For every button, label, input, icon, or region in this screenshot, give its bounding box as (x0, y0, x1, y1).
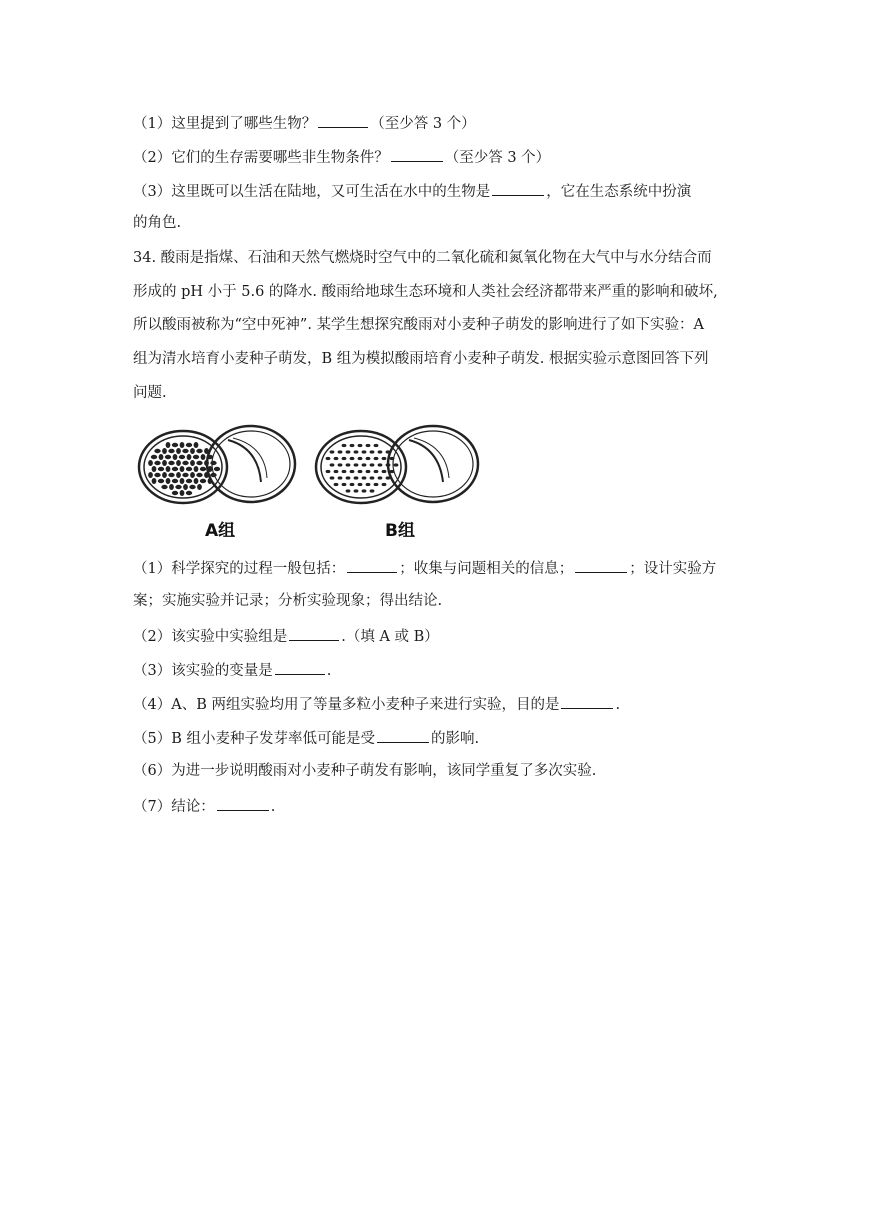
seed (161, 485, 167, 489)
seed (148, 472, 153, 478)
seed (154, 473, 160, 477)
seed (196, 449, 202, 453)
seed (362, 463, 367, 466)
seed (358, 483, 363, 486)
seed (334, 457, 339, 460)
seed (158, 467, 164, 471)
q34-sub2-text-b: .（填 A 或 B） (341, 629, 439, 645)
seed (175, 485, 181, 489)
seed (201, 454, 206, 460)
seed (346, 489, 351, 492)
petri-dish-illustration (133, 412, 493, 542)
seed (350, 470, 355, 473)
seed (338, 476, 343, 479)
seed (152, 466, 157, 472)
seed (158, 479, 164, 483)
q34-sub2-text-a: （2）该实验中实验组是 (133, 629, 288, 645)
q34-sub4-text-a: （4）A、B 两组实验均用了等量多粒小麦种子来进行实验，目的是 (133, 697, 560, 713)
seed (358, 444, 363, 447)
seed (190, 448, 195, 454)
answer-blank[interactable] (289, 625, 339, 641)
q34-intro-text: 组为清水培育小麦种子萌发，B 组为模拟酸雨培育小麦种子萌发. 根据实验示意图回答下列 (133, 351, 709, 367)
seed (172, 443, 178, 447)
q34-sub4-text-b: . (615, 697, 621, 713)
seed (370, 463, 375, 466)
seed (162, 448, 167, 454)
seed (330, 476, 335, 479)
seed (350, 483, 355, 486)
seed (176, 472, 181, 478)
seed (196, 461, 202, 465)
q34-intro-line2 (133, 282, 737, 302)
q33-sub3-text-c: 的角色. (133, 215, 182, 231)
seed (374, 483, 379, 486)
q34-sub1-line1 (133, 557, 737, 577)
answer-blank[interactable] (575, 557, 627, 573)
q34-sub3-text-a: （3）该实验的变量是 (133, 663, 273, 679)
q34-sub2 (133, 625, 737, 645)
seed (148, 460, 153, 466)
seed (378, 463, 383, 466)
q34-intro-text: 形成的 pH 小于 5.6 的降水. 酸雨给地球生态环境和人类社会经济都带来严重的影响和破坏, (133, 284, 718, 300)
seed (346, 463, 351, 466)
seed (172, 479, 178, 483)
seed (358, 470, 363, 473)
seed (362, 476, 367, 479)
seed (196, 473, 202, 477)
seed (366, 470, 371, 473)
seed (182, 473, 188, 477)
seed (374, 470, 379, 473)
q33-sub2 (133, 146, 737, 166)
seed (186, 467, 192, 471)
seed (179, 455, 185, 459)
seed (374, 444, 379, 447)
q33-sub3-text-b: ，它在生态系统中扮演 (546, 184, 692, 200)
q34-sub5 (133, 727, 737, 747)
seed (152, 478, 157, 484)
seed (370, 489, 375, 492)
seed (378, 476, 383, 479)
dish-b (316, 426, 478, 503)
seed (193, 455, 199, 459)
answer-blank[interactable] (391, 146, 443, 162)
q33-sub1 (133, 112, 737, 132)
q34-intro-line4 (133, 349, 737, 369)
q34-sub6-text: （6）为进一步说明酸雨对小麦种子萌发有影响，该同学重复了多次实验. (133, 763, 597, 779)
seed (338, 450, 343, 453)
seed (342, 444, 347, 447)
seed (358, 457, 363, 460)
seed (162, 472, 167, 478)
seed (168, 473, 174, 477)
q34-sub3-text-b: . (326, 663, 332, 679)
q33-sub3-line2 (133, 213, 737, 233)
q33-sub3-line1 (133, 180, 737, 200)
seed (382, 457, 387, 460)
seed (378, 450, 383, 453)
dish-a (139, 426, 295, 503)
answer-blank[interactable] (318, 112, 368, 128)
seed (176, 448, 181, 454)
seed (189, 485, 195, 489)
seed (200, 479, 206, 483)
seed (168, 449, 174, 453)
seed (166, 466, 171, 472)
seed (394, 463, 399, 466)
q34-sub5-text-a: （5）B 组小麦种子发芽率低可能是受 (133, 731, 375, 747)
q34-sub1-text-d: 案；实施实验并记录；分析实验现象；得出结论. (133, 593, 443, 609)
seed (169, 484, 174, 490)
seed (342, 457, 347, 460)
q34-sub1-text-c: ；设计实验方 (629, 561, 717, 577)
seed (166, 478, 171, 484)
answer-blank[interactable] (561, 693, 613, 709)
seed (350, 457, 355, 460)
seed (197, 484, 202, 490)
seed (194, 478, 199, 484)
seed (183, 484, 188, 490)
q34-sub3 (133, 659, 737, 679)
seed (180, 466, 185, 472)
q34-intro-line1 (133, 248, 737, 268)
seed (382, 483, 387, 486)
seed (210, 461, 216, 465)
seed (180, 478, 185, 484)
seed (354, 450, 359, 453)
seed (214, 467, 220, 471)
figure-label-a: A组 (205, 521, 236, 541)
answer-blank[interactable] (217, 795, 269, 811)
seed (330, 463, 335, 466)
q34-sub7-text-b: . (270, 799, 276, 815)
seed (366, 457, 371, 460)
seed (154, 461, 160, 465)
seed (366, 444, 371, 447)
q33-sub2-tail: （至少答 3 个） (444, 150, 551, 166)
q34-sub1-line2 (133, 591, 737, 611)
seed (180, 442, 185, 448)
seed (166, 442, 171, 448)
q34-sub1-text-b: ；收集与问题相关的信息； (399, 561, 574, 577)
figure-label-b: B组 (385, 521, 415, 541)
q34-intro-line3 (133, 315, 737, 335)
seed (338, 463, 343, 466)
q34-sub5-text-b: 的影响. (431, 731, 480, 747)
experiment-figure (133, 412, 493, 542)
seed (346, 476, 351, 479)
seed (370, 476, 375, 479)
seed (342, 483, 347, 486)
q34-intro-line5 (133, 383, 737, 403)
q34-sub4 (133, 693, 737, 713)
answer-blank[interactable] (275, 659, 325, 675)
seed (165, 455, 171, 459)
answer-blank[interactable] (377, 727, 429, 743)
seed (187, 454, 192, 460)
seed (362, 450, 367, 453)
q34-intro-text: 所以酸雨被称为“空中死神”. 某学生想探究酸雨对小麦种子萌发的影响进行了如下实验：A (133, 317, 705, 333)
seed (350, 444, 355, 447)
seed (326, 470, 331, 473)
seed (190, 460, 195, 466)
seed (382, 470, 387, 473)
seed (176, 460, 181, 466)
seed (370, 450, 375, 453)
seed (342, 470, 347, 473)
answer-blank[interactable] (347, 557, 397, 573)
q34-sub7-text-a: （7）结论： (133, 799, 215, 815)
seed (190, 472, 195, 478)
answer-blank[interactable] (492, 180, 544, 196)
seed (172, 491, 178, 495)
seed (168, 461, 174, 465)
seed (334, 483, 339, 486)
seed (194, 466, 199, 472)
q34-sub1-text-a: （1）科学探究的过程一般包括： (133, 561, 346, 577)
seed (154, 449, 160, 453)
seed (362, 489, 367, 492)
q34-sub6 (133, 761, 737, 781)
seed (330, 450, 335, 453)
seed (182, 461, 188, 465)
seed (151, 455, 157, 459)
seed (354, 476, 359, 479)
q33-sub3-text-a: （3）这里既可以生活在陆地，又可生活在水中的生物是 (133, 184, 491, 200)
seed (374, 457, 379, 460)
q33-sub1-text: （1）这里提到了哪些生物？ (133, 116, 317, 132)
q34-intro-text: 34. 酸雨是指煤、石油和天然气燃烧时空气中的二氧化硫和氮氧化物在大气中与水分结合而 (133, 250, 712, 266)
q34-sub7 (133, 795, 737, 815)
q33-sub2-text: （2）它们的生存需要哪些非生物条件？ (133, 150, 389, 166)
seed (162, 460, 167, 466)
seed (186, 491, 192, 495)
seed (354, 463, 359, 466)
seed (186, 443, 192, 447)
q34-intro-text: 问题. (133, 385, 167, 401)
seed (172, 467, 178, 471)
seed (346, 450, 351, 453)
seed (334, 470, 339, 473)
q33-sub1-tail: （至少答 3 个） (370, 116, 476, 132)
seed (366, 483, 371, 486)
seed (173, 454, 178, 460)
seed (159, 454, 164, 460)
seed (194, 442, 199, 448)
seed (182, 449, 188, 453)
seed (354, 489, 359, 492)
seed (200, 467, 206, 471)
seed (326, 457, 331, 460)
seed (186, 479, 192, 483)
seed (180, 490, 185, 496)
